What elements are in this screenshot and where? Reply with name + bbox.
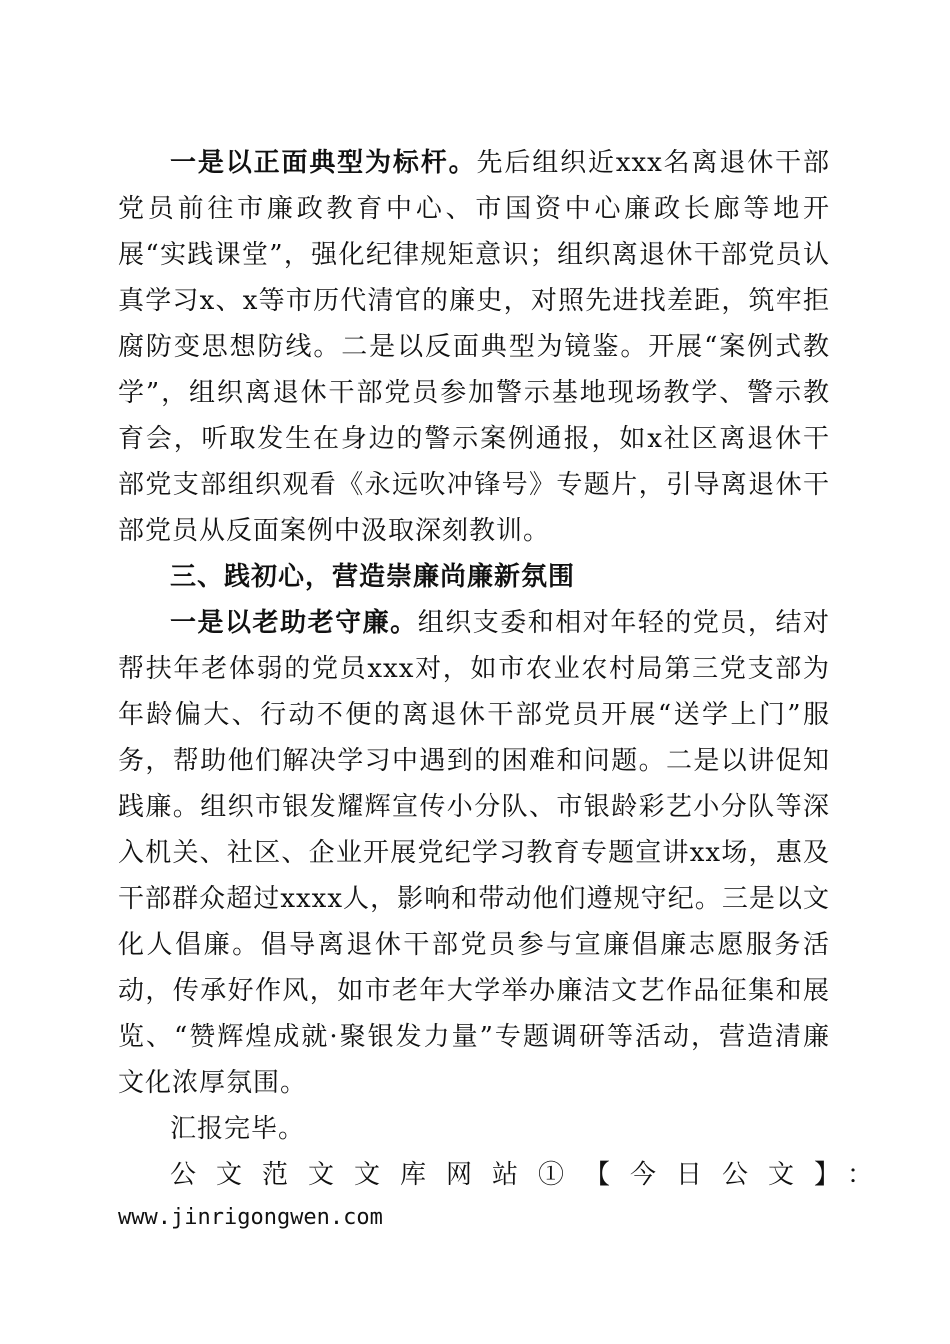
paragraph-positive-examples bbox=[118, 140, 830, 554]
paragraph-lead: 一是以正面典型为标杆。 bbox=[170, 148, 477, 178]
footer-site-label: 公文范文文库网站①【今日公文】： bbox=[170, 1160, 894, 1190]
paragraph-lead: 一是以老助老守廉。 bbox=[170, 608, 418, 638]
footer-url[interactable]: www.jinrigongwen.com bbox=[118, 1205, 383, 1230]
paragraph-elderly-help bbox=[118, 600, 830, 1106]
closing-line: 汇报完毕。 bbox=[170, 1114, 306, 1144]
paragraph-text: 先后组织近xxx名离退休干部党员前往市廉政教育中心、市国资中心廉政长廊等地开展“实践课堂”，强化纪律规矩意识；组织离退休干部党员认真学习x、x等市历代清官的廉史，对照先进找差距，筑牢拒腐防变思想防线。二是以反面典型为镜鉴。开展“案例式教学”，组织离退休干部党员参加警示基地现场教学、警示教育会，听取发生在身边的警示案例通报，如x社区离退休干部党支部组织观看《永远吹冲锋号》专题片，引导离退休干部党员从反面案例中汲取深刻教训。 bbox=[118, 148, 830, 546]
section-heading: 三、践初心，营造崇廉尚廉新氛围 bbox=[170, 562, 576, 592]
document-body bbox=[118, 140, 894, 1238]
paragraph-text: 组织支委和相对年轻的党员，结对帮扶年老体弱的党员xxx对，如市农业农村局第三党支部为年龄偏大、行动不便的离退休干部党员开展“送学上门”服务，帮助他们解决学习中遇到的困难和问题。二是以讲促知践廉。组织市银发耀辉宣传小分队、市银龄彩艺小分队等深入机关、社区、企业开展党纪学习教育专题宣讲xx场，惠及干部群众超过xxxx人，影响和带动他们遵规守纪。三是以文化人倡廉。倡导离退休干部党员参与宣廉倡廉志愿服务活动，传承好作风，如市老年大学举办廉洁文艺作品征集和展览、“赞辉煌成就·聚银发力量”专题调研等活动，营造清廉文化浓厚氛围。 bbox=[118, 608, 830, 1098]
